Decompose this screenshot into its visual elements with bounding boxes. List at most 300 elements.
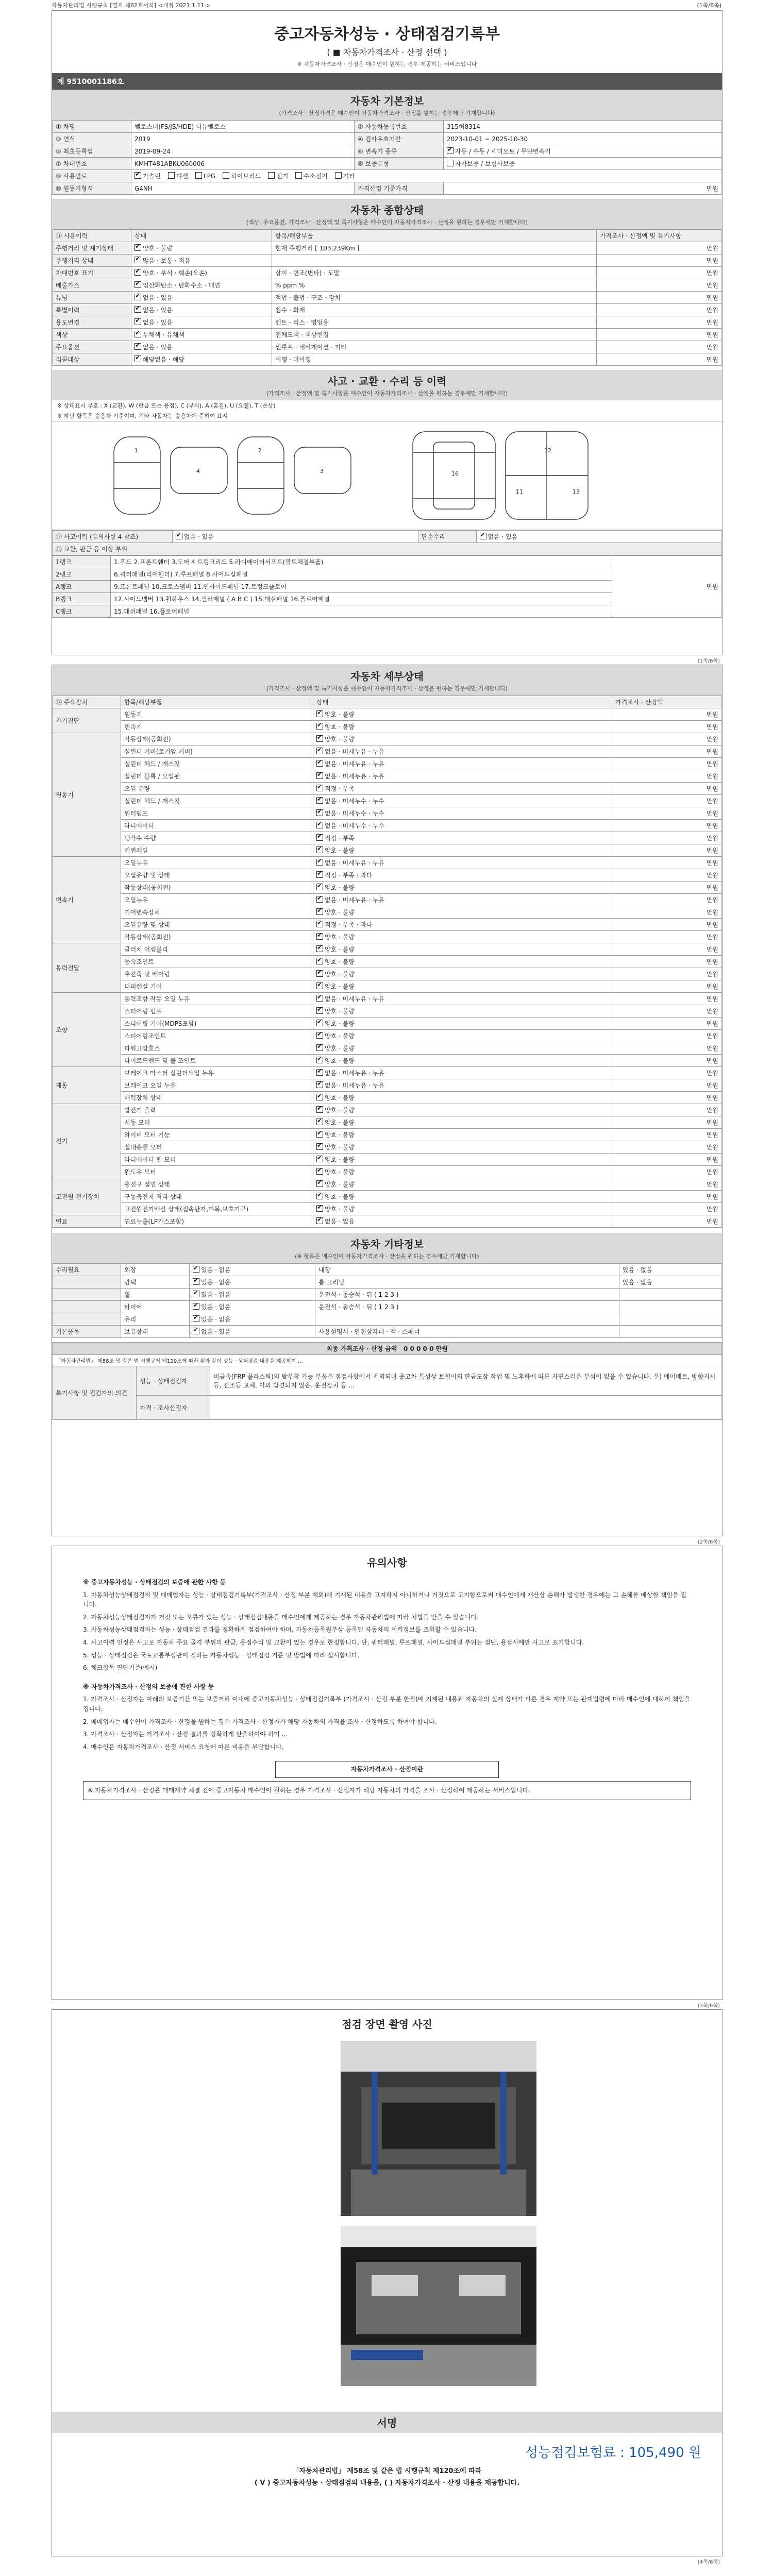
detail-price	[612, 770, 722, 783]
detail-row	[53, 1067, 722, 1079]
final-price-table	[52, 1342, 722, 1420]
fuel-option[interactable]	[268, 173, 288, 180]
status-text: 없음 · 미세누유 · 누유	[325, 748, 384, 755]
detail-price	[612, 708, 722, 721]
status-checkbox[interactable]	[193, 1315, 199, 1322]
detail-price-unit: 만원	[706, 1070, 718, 1077]
col-status: 상태	[313, 696, 612, 708]
svg-text:16: 16	[451, 470, 459, 477]
value-vin: KMHT481ABKU060006	[131, 158, 355, 170]
status-checkbox[interactable]	[316, 760, 323, 767]
other-item: 유리	[121, 1313, 190, 1326]
status-text: 무채색 · 유채색	[143, 331, 184, 338]
fuel-checkbox[interactable]	[295, 172, 302, 179]
detail-part: 스티어링 기어(MDPS포함)	[121, 1018, 313, 1030]
detail-status	[313, 721, 612, 733]
detail-part: 실린더 블록 / 오일팬	[121, 770, 313, 783]
detail-row	[53, 1092, 722, 1104]
detail-price-unit: 만원	[706, 1144, 718, 1151]
detail-part: 라디에이터 팬 모터	[121, 1154, 313, 1166]
status-text: 양호 · 불량	[143, 245, 173, 252]
page-count: (1쪽/6쪽)	[697, 2, 721, 9]
status-text: 양호 · 불량	[325, 1131, 355, 1139]
final-desc: 「자동차관리법」 제58조 및 같은 법 시행규칙 제120조에 따라 위와 같이 성능 · 상태점검 내용을 제공하며 ...	[53, 1355, 722, 1366]
value-warranty: 자가보증 / 보험사보증	[444, 158, 722, 170]
detail-status	[313, 869, 612, 882]
inspection-photo-2	[341, 2226, 536, 2386]
detail-price-unit: 만원	[706, 1131, 718, 1139]
fuel-checkbox[interactable]	[223, 172, 229, 179]
detail-group: 원동기	[53, 733, 121, 857]
detail-price-unit: 만원	[706, 798, 718, 805]
detail-price-unit: 만원	[706, 1020, 718, 1027]
detail-status	[313, 894, 612, 906]
svg-text:11: 11	[516, 488, 523, 495]
detail-price	[612, 1055, 722, 1067]
value-car-name: 벨로스터(FS/JS/HDE) 더뉴벨로스	[131, 121, 355, 133]
form-header-line	[52, 1, 721, 9]
other-item-2: 내장	[315, 1264, 619, 1276]
doc-header	[52, 11, 722, 68]
status-checkbox[interactable]	[135, 318, 141, 325]
status-checkbox[interactable]	[316, 933, 323, 940]
other-row	[53, 1289, 722, 1301]
detail-price	[612, 1154, 722, 1166]
status-checkbox[interactable]	[316, 1217, 323, 1224]
status-checkbox[interactable]	[316, 1069, 323, 1076]
other-item: 보유상태	[121, 1326, 190, 1338]
special-label: 특기사항 및 점검자의 의견	[53, 1366, 137, 1420]
detail-price	[612, 882, 722, 894]
status-checkbox[interactable]	[135, 257, 141, 263]
detail-price	[612, 807, 722, 820]
detail-price	[612, 956, 722, 968]
detail-price-unit: 만원	[706, 1168, 718, 1176]
detail-status	[313, 1079, 612, 1092]
svg-text:4: 4	[196, 468, 200, 474]
detail-status	[313, 1215, 612, 1228]
doc-number: 제 9510001186호	[52, 73, 722, 90]
detail-part: 오일누유	[121, 857, 313, 869]
status-checkbox[interactable]	[193, 1291, 199, 1297]
detail-part: 기어변속장치	[121, 906, 313, 919]
status-text: 없음 · 있음	[201, 1328, 231, 1335]
col-detail: 항목/해당부품	[272, 230, 597, 242]
detail-row	[53, 745, 722, 758]
status-text: 있음 · 없음	[201, 1279, 231, 1286]
detail-price-unit: 만원	[706, 1008, 718, 1015]
detail-price	[612, 968, 722, 980]
notes-heading-1: ※ 중고자동차성능 · 상태점검의 보증에 관한 사항 등	[83, 1579, 226, 1586]
detail-price-unit: 만원	[706, 1119, 718, 1126]
detail-price-unit: 만원	[706, 847, 718, 854]
status-checkbox[interactable]	[316, 1044, 323, 1051]
status-text: 양호 · 불량	[325, 736, 355, 743]
status-checkbox[interactable]	[316, 748, 323, 754]
overall-item: 리콜대상	[53, 353, 131, 366]
svg-text:2: 2	[258, 447, 262, 454]
other-state-2	[619, 1289, 721, 1301]
status-checkbox[interactable]	[316, 1156, 323, 1162]
notes-paragraph: 2. 매매업자는 매수인이 가격조사 · 산정을 원하는 경우 가격조사 · 산정자가 해당 자동차의 가격을 조사 · 산정하도록 하여야 합니다.	[83, 1718, 437, 1725]
detail-price	[612, 820, 722, 832]
label-inspection-period: ④ 검사유효기간	[355, 133, 444, 145]
status-checkbox[interactable]	[316, 884, 323, 890]
doc-title: 중고자동차성능 · 상태점검기록부	[274, 25, 500, 43]
simple-repair-none-checkbox[interactable]	[480, 533, 486, 539]
detail-status	[313, 993, 612, 1005]
fuel-option[interactable]	[168, 173, 188, 180]
detail-row	[53, 795, 722, 807]
detail-part: 스티어링 펌프	[121, 1005, 313, 1018]
detail-part: 디퍼렌셜 기어	[121, 980, 313, 993]
detail-row	[53, 1018, 722, 1030]
detail-row	[53, 1215, 722, 1228]
detail-price	[612, 943, 722, 956]
label-accident-history: ⑫ 사고이력 (유의사항 4 참조)	[53, 531, 173, 543]
status-checkbox[interactable]	[316, 797, 323, 804]
status-text: 없음 · 미세누유 · 누유	[325, 1082, 384, 1089]
detail-price-unit: 만원	[706, 872, 718, 879]
status-checkbox[interactable]	[316, 723, 323, 730]
status-checkbox[interactable]	[316, 1205, 323, 1212]
detail-status	[313, 807, 612, 820]
status-checkbox[interactable]	[135, 306, 141, 313]
accident-subtitle: (가격조사 · 산정액 및 특기사항은 매수인이 자동차가격조사 · 산정을 원하는 경우에만 기재합니다)	[52, 389, 722, 400]
overall-item: 차대번호 표기	[53, 267, 131, 279]
overall-row	[53, 353, 722, 366]
detail-status	[313, 1129, 612, 1141]
detail-price	[612, 733, 722, 745]
status-checkbox[interactable]	[135, 269, 141, 276]
status-checkbox[interactable]	[316, 822, 323, 828]
other-row	[53, 1276, 722, 1289]
status-checkbox[interactable]	[316, 1180, 323, 1187]
detail-status	[313, 745, 612, 758]
status-checkbox[interactable]	[316, 785, 323, 791]
detail-status	[313, 931, 612, 943]
detail-part: 작동상태(공회전)	[121, 733, 313, 745]
col-part: 항목/해당부품	[121, 696, 313, 708]
status-text: 없음 · 있음	[325, 1218, 355, 1225]
detail-row	[53, 807, 722, 820]
overall-price: 만원	[597, 292, 722, 304]
detail-status	[313, 844, 612, 857]
status-checkbox[interactable]	[316, 1118, 323, 1125]
detail-price	[612, 894, 722, 906]
fuel-checkbox[interactable]	[168, 172, 175, 179]
other-row	[53, 1264, 722, 1276]
svg-text:13: 13	[573, 488, 580, 495]
detail-status	[313, 1018, 612, 1030]
rank-items: 15.대쉬패널 16.플로어패널	[111, 605, 612, 618]
notes-paragraph: 1. 가격조사 · 산정자는 아래의 보증기간 또는 보증거리 이내에 중고자동차성능 · 상태점검기록부 (가격조사 · 산정 부분 한정)에 기재된 내용과 자동차의 실제 상태가 다른 경우 계약 또는 관계법령에 따라 매수인에 대하여 책임을 집니다.	[83, 1696, 691, 1713]
accident-none-checkbox[interactable]	[176, 533, 182, 539]
status-checkbox[interactable]	[316, 921, 323, 927]
detail-part: 구동축전지 격리 상태	[121, 1191, 313, 1203]
detail-part: 시동 모터	[121, 1116, 313, 1129]
overall-detail: 전체도색 · 색상변경	[272, 329, 597, 341]
status-checkbox[interactable]	[316, 710, 323, 717]
detail-price	[612, 745, 722, 758]
detail-part: 실린더 헤드 / 개스킷	[121, 795, 313, 807]
detail-row	[53, 894, 722, 906]
detail-row	[53, 1030, 722, 1042]
notes-paragraph: 4. 매수인은 자동차가격조사 · 산정 서비스 요청에 따른 비용을 부담합니다.	[83, 1743, 284, 1751]
overall-row	[53, 304, 722, 316]
overall-detail: 상이 · 변조(변타) · 도말	[272, 267, 597, 279]
status-checkbox[interactable]	[316, 1143, 323, 1150]
detail-status	[313, 795, 612, 807]
car-diagram-area	[52, 421, 722, 530]
fuel-checkbox[interactable]	[135, 172, 141, 179]
detail-row	[53, 931, 722, 943]
fuel-option[interactable]	[295, 173, 327, 180]
status-text: 없음 · 있음	[143, 344, 173, 351]
detail-row	[53, 1079, 722, 1092]
detail-status	[313, 980, 612, 993]
status-checkbox[interactable]	[135, 343, 141, 350]
detail-status	[313, 1055, 612, 1067]
detail-row	[53, 1178, 722, 1191]
special-inspector-label: 성능 · 상태점검자	[137, 1366, 210, 1396]
status-checkbox[interactable]	[316, 735, 323, 742]
rank-price: 만원	[612, 556, 722, 618]
transmission-auto-checkbox[interactable]	[447, 147, 453, 154]
status-text: 양호 · 불량	[325, 971, 355, 978]
status-checkbox[interactable]	[316, 871, 323, 878]
detail-row	[53, 770, 722, 783]
status-checkbox[interactable]	[193, 1278, 199, 1285]
detail-part: 타이로드엔드 및 볼 조인트	[121, 1055, 313, 1067]
status-checkbox[interactable]	[316, 1094, 323, 1100]
overall-title: 자동차 종합상태	[52, 199, 722, 218]
overall-item: 용도변경	[53, 316, 131, 329]
detail-price-unit: 만원	[706, 909, 718, 916]
status-checkbox[interactable]	[316, 1081, 323, 1088]
overall-state	[131, 316, 272, 329]
status-checkbox[interactable]	[316, 1032, 323, 1039]
other-state	[190, 1289, 315, 1301]
detail-price-unit: 만원	[706, 810, 718, 817]
status-checkbox[interactable]	[135, 244, 141, 251]
detail-row	[53, 1116, 722, 1129]
sign-line-1: 「자동차관리법」 제58조 및 같은 법 시행규칙 제120조에 따라	[292, 2467, 482, 2475]
detail-row	[53, 721, 722, 733]
status-checkbox[interactable]	[316, 1106, 323, 1113]
status-text: 적정 · 부족	[325, 835, 355, 842]
detail-price-unit: 만원	[706, 1107, 718, 1114]
overall-item: 튜닝	[53, 292, 131, 304]
status-text: 양호 · 불량	[325, 1008, 355, 1015]
other-group	[53, 1301, 121, 1313]
overall-item: 주행거리 및 계기상태	[53, 242, 131, 255]
status-text: 양호 · 불량	[325, 1094, 355, 1101]
status-checkbox[interactable]	[316, 809, 323, 816]
fuel-option[interactable]	[135, 173, 161, 180]
status-checkbox[interactable]	[135, 281, 141, 288]
fuel-checkbox[interactable]	[268, 172, 275, 179]
detail-price-unit: 만원	[706, 884, 718, 891]
status-checkbox[interactable]	[316, 1168, 323, 1175]
overall-item: 특별이력	[53, 304, 131, 316]
status-text: 양호 · 불량	[325, 983, 355, 990]
fuel-label: 하이브리드	[231, 173, 261, 180]
rank-name: C랭크	[53, 605, 111, 618]
fuel-option[interactable]	[223, 173, 261, 180]
detail-status	[313, 906, 612, 919]
detail-row	[53, 1191, 722, 1203]
overall-detail: 침수 · 화재	[272, 304, 597, 316]
other-group: 기본품목	[53, 1326, 121, 1338]
status-checkbox[interactable]	[193, 1328, 199, 1334]
status-checkbox[interactable]	[316, 1193, 323, 1199]
status-checkbox[interactable]	[193, 1303, 199, 1310]
status-checkbox[interactable]	[316, 908, 323, 915]
overall-state	[131, 353, 272, 366]
other-item-2: 사용설명서 · 안전삼각대 · 잭 · 스패너	[315, 1326, 619, 1338]
detail-price-unit: 만원	[706, 1206, 718, 1213]
warranty-checkbox[interactable]	[447, 160, 453, 166]
label-first-reg: ⑤ 최초등록일	[53, 145, 131, 158]
fuel-checkbox[interactable]	[335, 172, 342, 179]
label-base-price: 가격산정 기준가격	[355, 182, 444, 195]
overall-state	[131, 329, 272, 341]
detail-price	[612, 1018, 722, 1030]
detail-part: 작동상태(공회전)	[121, 931, 313, 943]
status-checkbox[interactable]	[193, 1266, 199, 1273]
status-text: 양호 · 불량	[325, 946, 355, 953]
status-text: 양호 · 불량	[325, 1119, 355, 1126]
final-price-title: 최종 가격조사 · 산정 금액 0 0 0 0 0 만원	[53, 1343, 722, 1355]
overall-row	[53, 255, 722, 267]
other-state	[190, 1313, 315, 1326]
status-text: 양호 · 불량	[325, 1045, 355, 1052]
detail-part: 연료누출(LP가스포함)	[121, 1215, 313, 1228]
notes-paragraph: 3. 가격조사 · 산정자는 가격조사 · 산정 결과를 정확하게 산출하여야 하며 ...	[83, 1731, 288, 1738]
fuel-option[interactable]	[195, 173, 215, 180]
detail-price	[612, 1104, 722, 1116]
detail-status	[313, 820, 612, 832]
status-checkbox[interactable]	[316, 982, 323, 989]
detail-part: 오일유량 및 상태	[121, 869, 313, 882]
label-rank: ⑬ 교환, 판금 등 이상 부위	[53, 543, 722, 555]
detail-status	[313, 783, 612, 795]
detail-price-unit: 만원	[706, 835, 718, 842]
status-checkbox[interactable]	[316, 1020, 323, 1026]
status-text: 양호 · 불량	[325, 1206, 355, 1213]
detail-row	[53, 1104, 722, 1116]
label-reg-no: ② 자동차등록번호	[355, 121, 444, 133]
status-text: 적정 · 부족	[325, 785, 355, 792]
detail-price	[612, 1042, 722, 1055]
status-text: 양호 · 불량	[325, 1107, 355, 1114]
other-item: 타이어	[121, 1301, 190, 1313]
other-item: 휠	[121, 1289, 190, 1301]
detail-price-unit: 만원	[706, 760, 718, 768]
detail-group: 자기진단	[53, 708, 121, 733]
status-text: 양호 · 불량	[325, 884, 355, 891]
fuel-label: 수소전기	[304, 173, 328, 180]
detail-group: 연료	[53, 1215, 121, 1228]
inspection-photo-2-image	[341, 2226, 536, 2386]
status-checkbox[interactable]	[316, 1057, 323, 1063]
rank-name: A랭크	[53, 581, 111, 593]
value-reg-no: 315허8314	[444, 121, 722, 133]
detail-row	[53, 1055, 722, 1067]
status-checkbox[interactable]	[135, 355, 141, 362]
status-checkbox[interactable]	[316, 772, 323, 779]
rank-name: 2랭크	[53, 568, 111, 581]
detail-row	[53, 1005, 722, 1018]
fuel-option[interactable]	[335, 173, 355, 180]
overall-row	[53, 242, 722, 255]
status-checkbox[interactable]	[135, 294, 141, 300]
overall-row	[53, 267, 722, 279]
status-checkbox[interactable]	[316, 834, 323, 841]
status-text: 양호 · 불량	[325, 1020, 355, 1027]
status-text: 양호 · 부식 · 훼손(오손)	[143, 269, 207, 277]
detail-price	[612, 1178, 722, 1191]
status-checkbox[interactable]	[316, 1131, 323, 1138]
basic-info-subtitle: (가격조사 · 산정가격은 매수인이 자동차가격조사 · 산정을 원하는 경우에만 기재합니다)	[52, 109, 722, 120]
detail-price-unit: 만원	[706, 1082, 718, 1089]
status-checkbox[interactable]	[135, 331, 141, 337]
fuel-checkbox[interactable]	[195, 172, 202, 179]
value-first-reg: 2019-09-24	[131, 145, 355, 158]
status-checkbox[interactable]	[316, 846, 323, 853]
status-checkbox[interactable]	[316, 995, 323, 1002]
status-text: 없음 · 미세누유 · 누유	[325, 760, 384, 768]
overall-detail: 썬루프 · 네비게이션 · 기타	[272, 341, 597, 353]
overall-price: 만원	[597, 255, 722, 267]
value-engine: G4NH	[131, 182, 355, 195]
detail-part: 클러치 어셈블리	[121, 943, 313, 956]
photo-title: 점검 장면 촬영 사진	[342, 2018, 432, 2030]
page-number-3: (3쪽/6쪽)	[697, 2003, 720, 2009]
detail-row	[53, 758, 722, 770]
status-checkbox[interactable]	[316, 945, 323, 952]
detail-part: 실내송풍 모터	[121, 1141, 313, 1154]
detail-part: 워터펌프	[121, 807, 313, 820]
car-diagram	[52, 421, 722, 530]
status-text: 적정 · 부족 · 과다	[325, 872, 373, 879]
accident-title: 사고 · 교환 · 수리 등 이력	[52, 370, 722, 389]
status-text: 많음 · 보통 · 적음	[143, 257, 191, 264]
overall-detail	[272, 255, 597, 267]
status-text: 없음 · 미세누수 · 누수	[325, 810, 384, 817]
page-2	[52, 665, 722, 1545]
detail-group: 조향	[53, 993, 121, 1067]
detail-part: 실린더 헤드 / 개스킷	[121, 758, 313, 770]
detail-price	[612, 783, 722, 795]
detail-price-unit: 만원	[706, 1032, 718, 1040]
status-checkbox[interactable]	[316, 859, 323, 866]
status-checkbox[interactable]	[316, 970, 323, 977]
detail-price-unit: 만원	[706, 748, 718, 755]
status-text: 양호 · 불량	[325, 1168, 355, 1176]
status-text: 양호 · 불량	[325, 1181, 355, 1188]
rank-name: 1랭크	[53, 556, 111, 568]
value-inspection-period: 2023-10-01 ~ 2025-10-30	[444, 133, 722, 145]
overall-row	[53, 292, 722, 304]
detail-status	[313, 943, 612, 956]
status-text: 없음 · 미세누수 · 누수	[325, 822, 384, 829]
status-checkbox[interactable]	[316, 958, 323, 964]
status-checkbox[interactable]	[316, 896, 323, 903]
detail-part: 파워고압호스	[121, 1042, 313, 1055]
status-checkbox[interactable]	[316, 1007, 323, 1014]
